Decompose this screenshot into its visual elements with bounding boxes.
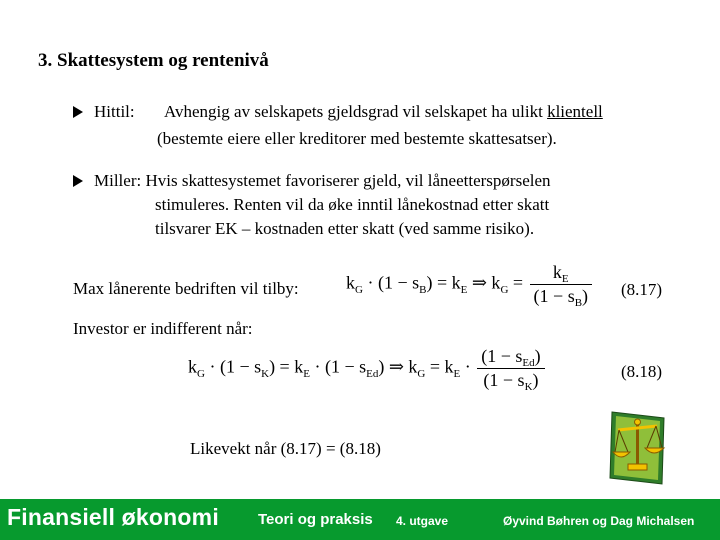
eq2-fraction: $\frac{(1 - s_{Ed})}{(1 - s_K)}$: [477, 346, 544, 391]
equation-8-17: $k_G \cdot (1 - s_B) = k_E$ ⇒ $k_G$ = $\frac{k_E}{(1 - s_B)}$: [346, 262, 594, 307]
equation-number-8-17: (8.17): [621, 280, 663, 299]
bullet1-line1-text: Avhengig av selskapets gjeldsgrad vil selskapet ha ulikt: [164, 102, 548, 121]
bullet2-line2: stimuleres. Renten vil da øke inntil lånekostnad etter skatt: [155, 195, 550, 214]
arrow-bullet-icon: [73, 175, 83, 187]
equation-number-8-18: (8.18): [621, 362, 663, 381]
max-rate-label: Max lånerente bedriften vil tilby:: [73, 279, 299, 298]
bullet2-line3: tilsvarer EK – kostnaden etter skatt (ved samme risiko).: [155, 219, 535, 238]
scales-of-justice-icon: [606, 408, 668, 486]
bullet1-line1: [164, 102, 603, 122]
page-title: 3. Skattesystem og rentenivå: [38, 50, 269, 71]
bullet1-line2: (bestemte eiere eller kreditorer med bestemte skattesatser).: [157, 129, 557, 148]
klientell-term: klientell: [547, 102, 603, 121]
arrow-bullet-icon: [73, 106, 83, 118]
book-edition: 4. utgave: [396, 514, 449, 528]
bullet2-line1: Miller: Hvis skattesystemet favoriserer gjeld, vil låneetterspørselen: [94, 171, 551, 190]
equation-8-18: $k_G \cdot (1 - s_K) = k_E \cdot (1 - s_{Ed})$ ⇒ $k_G = k_E$ · $\frac{(1 - s_{Ed})}{(1 - s_K)}$: [188, 346, 547, 391]
book-authors: Øyvind Bøhren og Dag Michalsen: [503, 514, 695, 528]
equilibrium-text: Likevekt når (8.17) = (8.18): [190, 439, 381, 458]
investor-label: Investor er indifferent når:: [73, 319, 253, 338]
eq1-fraction: $\frac{k_E}{(1 - s_B)}$: [530, 262, 593, 307]
book-title: Finansiell økonomi: [7, 504, 219, 530]
book-subtitle: Teori og praksis: [258, 511, 373, 528]
bullet1-label: Hittil:: [94, 102, 135, 121]
